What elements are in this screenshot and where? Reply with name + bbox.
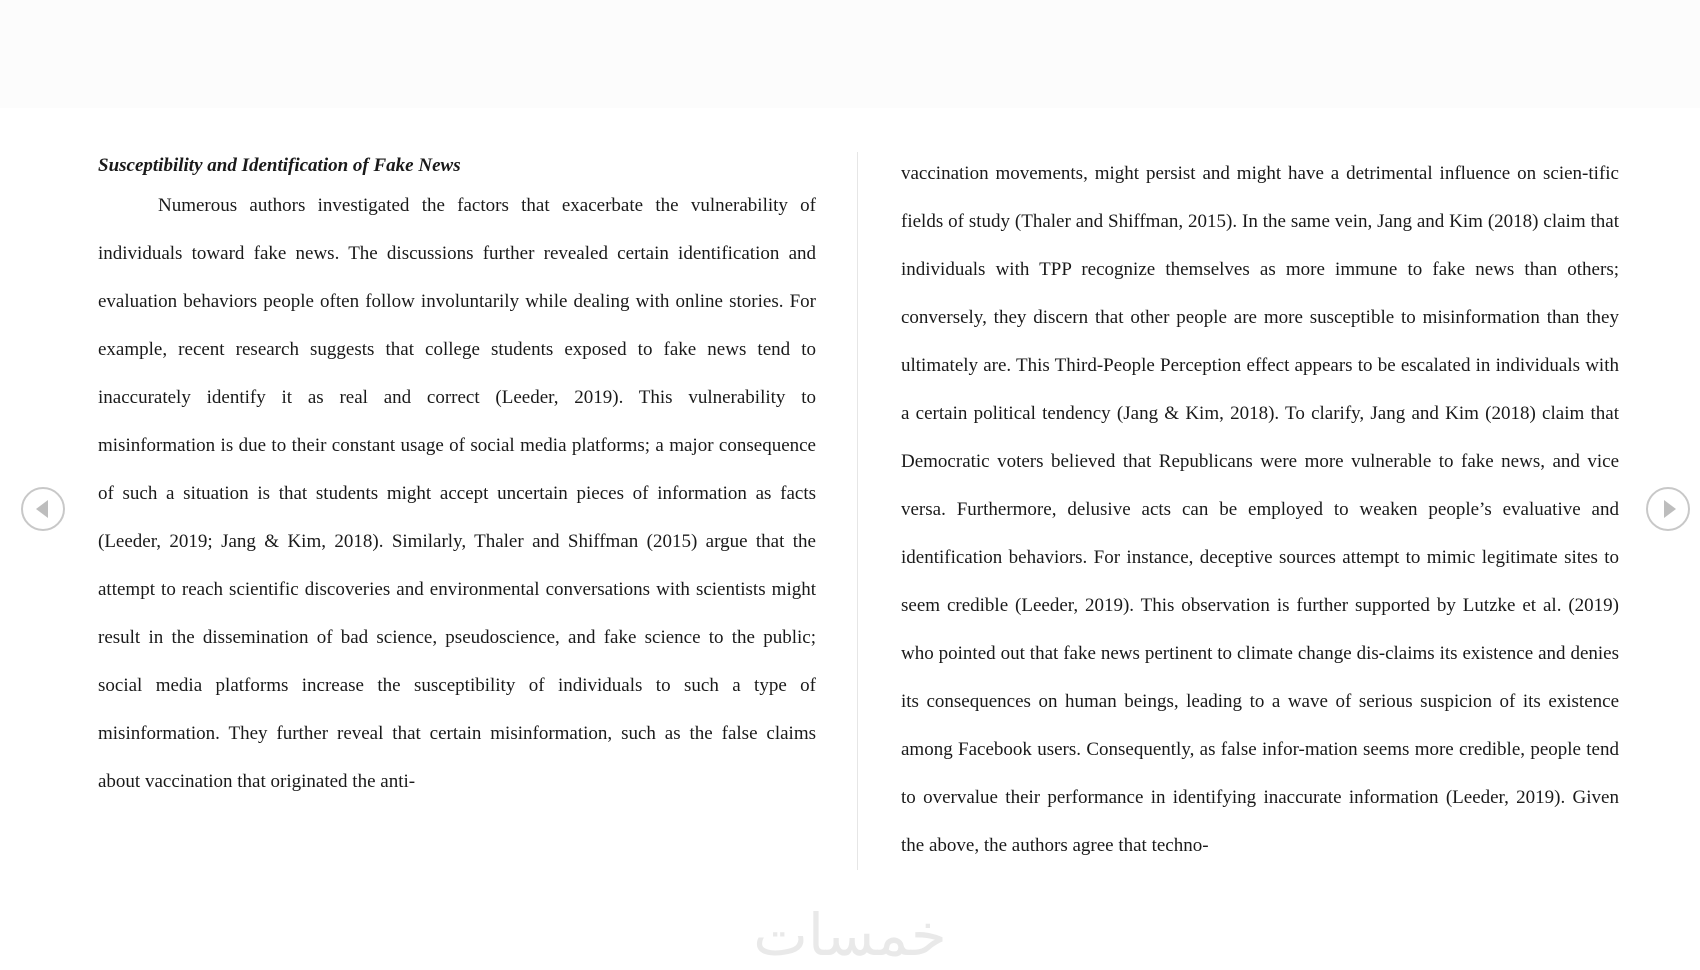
next-page-button[interactable] <box>1646 487 1690 531</box>
triangle-left-icon <box>36 500 48 518</box>
viewer-top-bar <box>0 0 1700 108</box>
previous-page-button[interactable] <box>21 487 65 531</box>
body-paragraph-left: Numerous authors investigated the factors that exacerbate the vulnerability of individuals toward fake news. The discussions further revealed certain identification and evaluation behaviors people often follow involuntarily while dealing with online stories. For example, recent research suggests that college students exposed to fake news tend to inaccurately identify it as real and correct (Leeder, 2019). This vulnerability to misinformation is due to their constant usage of social media platforms; a major consequence of such a situation is that students might accept uncertain pieces of information as facts (Leeder, 2019; Jang & Kim, 2018). Similarly, Thaler and Shiffman (2015) argue that the attempt to reach scientific discoveries and environmental conversations with scientists might result in the dissemination of bad science, pseudoscience, and fake science to the public; social media platforms increase the susceptibility of individuals to such a type of misinformation. They further reveal that certain misinformation, such as the false claims about vaccination that originated the anti- <box>98 195 816 792</box>
watermark-logo: خمسات <box>753 901 947 969</box>
document-page-left <box>98 150 816 806</box>
document-page-right <box>901 150 1619 870</box>
section-heading: Susceptibility and Identification of Fake News <box>98 155 461 176</box>
page-divider <box>857 152 858 870</box>
body-paragraph-right: vaccination movements, might persist and might have a detrimental influence on scien-tific fields of study (Thaler and Shiffman, 2015). In the same vein, Jang and Kim (2018) claim that individuals with TPP recognize themselves as more immune to fake news than others; conversely, they discern that other people are more susceptible to misinformation than they ultimately are. This Third-People Perception effect appears to be escalated in individuals with a certain political tendency (Jang & Kim, 2018). To clarify, Jang and Kim (2018) claim that Democratic voters believed that Republicans were more vulnerable to fake news, and vice versa. Furthermore, delusive acts can be employed to weaken people’s evaluative and identification behaviors. For instance, deceptive sources attempt to mimic legitimate sites to seem credible (Leeder, 2019). This observation is further supported by Lutzke et al. (2019) who pointed out that fake news pertinent to climate change dis-claims its existence and denies its consequences on human beings, leading to a wave of serious suspicion of its existence among Facebook users. Consequently, as false infor-mation seems more credible, people tend to overvalue their performance in identifying inaccurate information (Leeder, 2019). Given the above, the authors agree that techno- <box>901 163 1619 856</box>
triangle-right-icon <box>1664 500 1676 518</box>
